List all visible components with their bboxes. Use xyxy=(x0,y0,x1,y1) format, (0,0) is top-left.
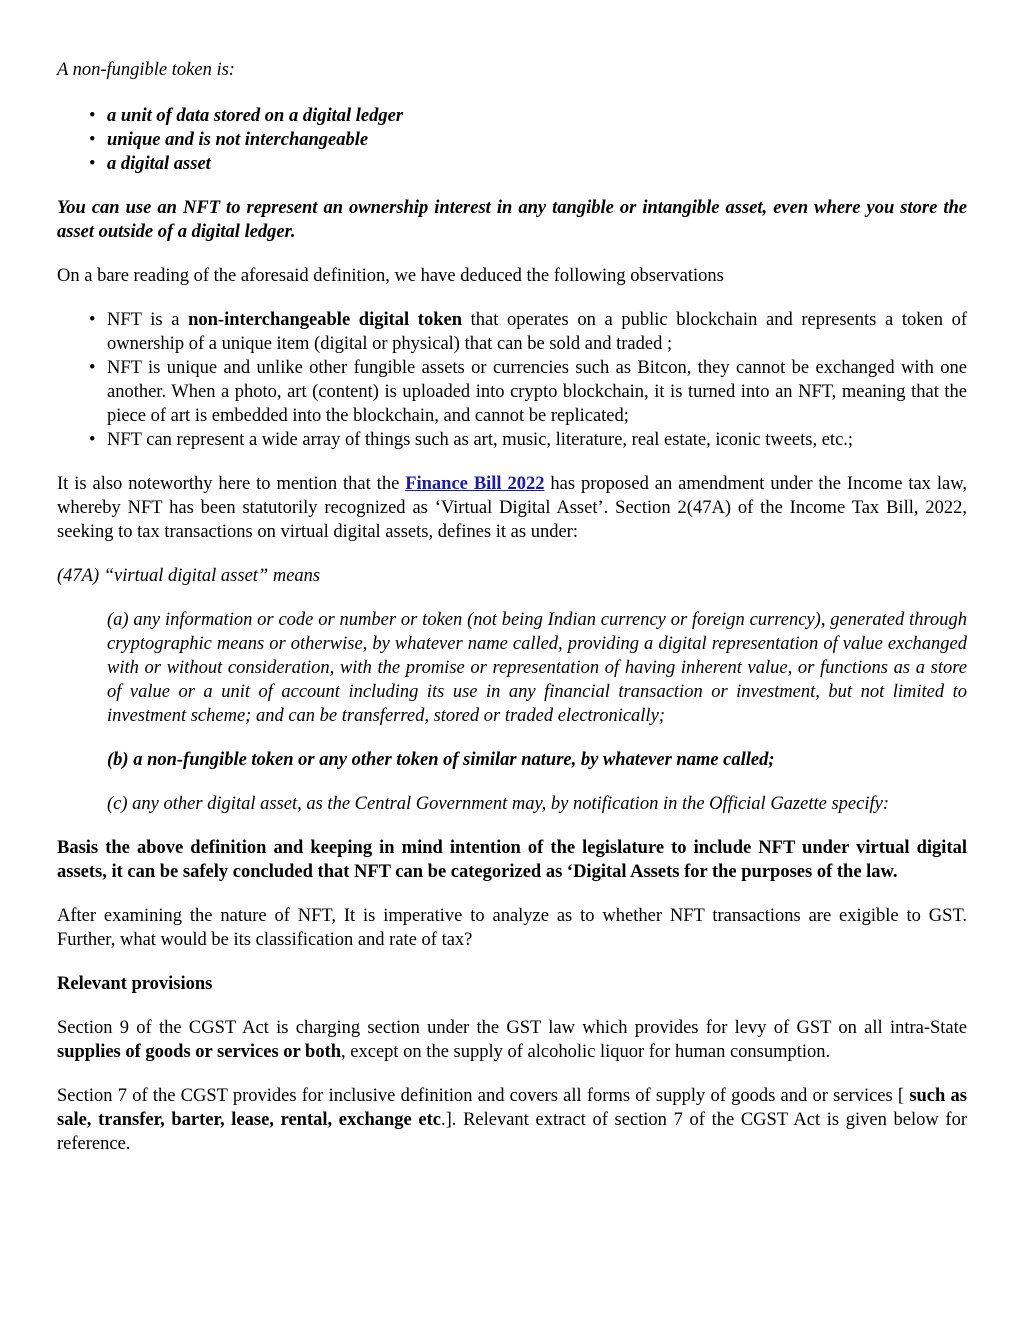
ownership-note: You can use an NFT to represent an ownership interest in any tangible or intangible asset, even where you store the asset outside of a digital ledger. xyxy=(57,198,967,242)
paragraph-text: Section 9 of the CGST Act is charging section under the GST law which provides for levy of GST on all intra-State xyxy=(57,1018,967,1038)
nft-definition-list xyxy=(57,104,967,176)
relevant-provisions-heading: Relevant provisions xyxy=(57,974,213,994)
paragraph-text: , except on the supply of alcoholic liquor for human consumption. xyxy=(341,1042,831,1062)
observation-item: • NFT is unique and unlike other fungible assets or currencies such as Bitcon, they cannot be exchanged with one another. When a photo, art (content) is uploaded into crypto blockchain, it is turned into an NFT, meaning that the piece of art is embedded into the blockchain, and cannot be replicated; xyxy=(107,356,967,428)
clause-b: (b) a non-fungible token or any other token of similar nature, by whatever name called; xyxy=(107,750,775,770)
nft-definition-item: • a unit of data stored on a digital ledger xyxy=(107,104,967,128)
observation-text: NFT is a xyxy=(107,310,189,330)
section-9-paragraph xyxy=(57,1016,967,1064)
observations-intro: On a bare reading of the aforesaid definition, we have deduced the following observations xyxy=(57,266,724,286)
paragraph-text: It is also noteworthy here to mention that the xyxy=(57,474,406,494)
paragraph-emphasis: such as sale, transfer, barter, lease, rental, exchange etc xyxy=(57,1086,967,1130)
finance-bill-paragraph xyxy=(57,472,967,544)
nft-definition-item: • a digital asset xyxy=(107,152,967,176)
observation-emphasis: non-interchangeable digital token xyxy=(188,310,463,330)
paragraph-text: has proposed an amendment under the Income tax law, whereby NFT has been statutorily recognized as ‘Virtual Digital Asset’. Section 2(47A) of the Income Tax Bill, 2022, seeking to tax transactions on virtual digital assets, defines it as under: xyxy=(57,474,967,542)
paragraph-text: Section 7 of the CGST provides for inclusive definition and covers all forms of supply of goods and or services [ xyxy=(57,1086,910,1106)
section-7-paragraph xyxy=(57,1084,967,1156)
nft-definition-item: • unique and is not interchangeable xyxy=(107,128,967,152)
intro-line: A non-fungible token is: xyxy=(57,60,235,80)
observation-item: • NFT can represent a wide array of things such as art, music, literature, real estate, iconic tweets, etc.; xyxy=(107,428,967,452)
clause-c: (c) any other digital asset, as the Central Government may, by notification in the Official Gazette specify: xyxy=(107,794,889,814)
clause-a: (a) any information or code or number or token (not being Indian currency or foreign currency), generated through cryptographic means or otherwise, by whatever name called, providing a digital representation of value exchanged with or without consideration, with the promise or representation of having inherent value, or functions as a store of value or a unit of account including its use in any financial transaction or investment, but not limited to investment scheme; and can be transferred, stored or traded electronically; xyxy=(107,610,967,726)
conclusion-paragraph: Basis the above definition and keeping in mind intention of the legislature to include NFT under virtual digital assets, it can be safely concluded that NFT can be categorized as ‘Digital Assets for the purposes of the law. xyxy=(57,838,967,882)
gst-question-paragraph: After examining the nature of NFT, It is imperative to analyze as to whether NFT transactions are exigible to GST. Further, what would be its classification and rate of tax? xyxy=(57,906,967,950)
observation-text: that operates on a public blockchain and represents a token of ownership of a unique item (digital or physical) that can be sold and traded ; xyxy=(107,310,968,354)
definition-heading: (47A) “virtual digital asset” means xyxy=(57,566,321,586)
paragraph-emphasis: supplies of goods or services or both xyxy=(57,1042,342,1062)
observations-list xyxy=(57,308,967,452)
finance-bill-link[interactable]: Finance Bill 2022 xyxy=(405,474,545,494)
paragraph-text: .]. Relevant extract of section 7 of the CGST Act is given below for reference. xyxy=(57,1110,967,1154)
observation-item xyxy=(107,308,967,356)
